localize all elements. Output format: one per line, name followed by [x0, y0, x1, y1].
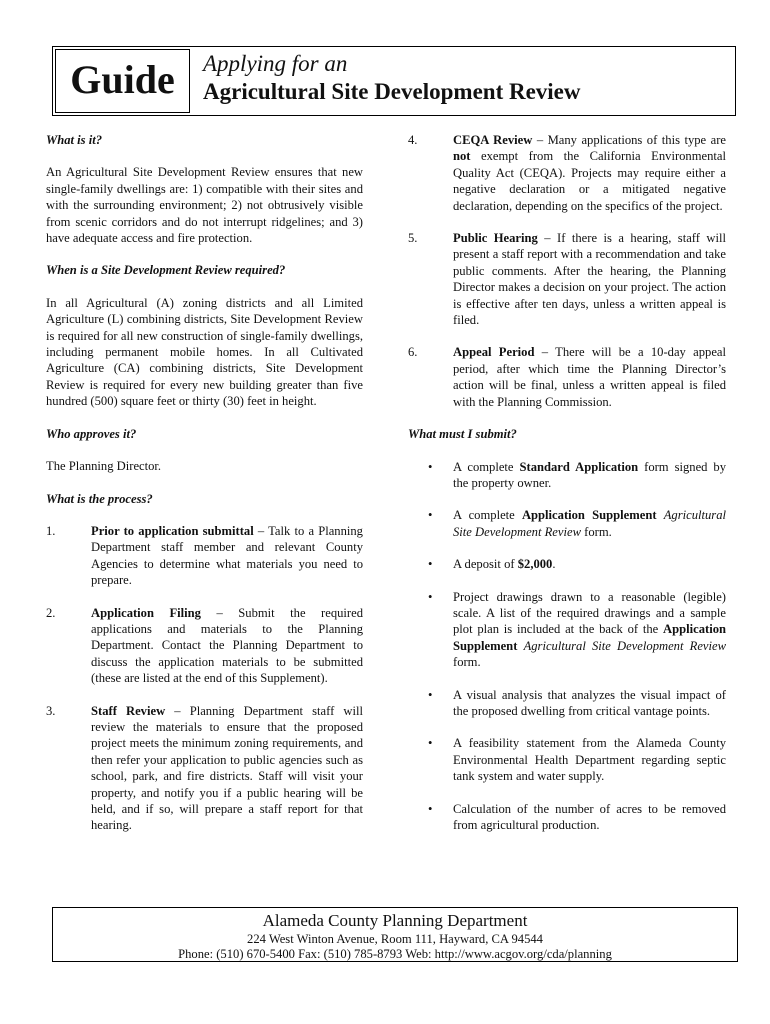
paragraph-what-is-it: An Agricultural Site Development Review ensures that new single-family dwellings are: 1) compatible with their sites and with the surrounding environment; 2) not obtrusively visible from scenic corridors and do not interrupt ridgelines; and 3) have adequate access and fire protection. [46, 165, 363, 246]
submit-item-application-supplement [408, 507, 726, 540]
submit-item-standard-application [408, 459, 726, 492]
item-emphasis: Application Supplement [521, 508, 657, 523]
paragraph-when-required: In all Agricultural (A) zoning districts and all Limited Agriculture (L) combining districts, Site Development Review is required for all new construction of single-family dwellings, including permanent mobile homes. In all Cultivated Agriculture (CA) combining districts, Site Development Review is required for every new building greater than five hundred (500) square feet or thirty (30) feet in height. [46, 295, 363, 409]
step-number: 2. [46, 605, 56, 620]
submit-item-project-drawings [408, 589, 726, 671]
bullet-icon: • [428, 801, 433, 816]
item-italic: Agricultural Site Development Review [523, 638, 726, 653]
step-4 [408, 132, 726, 214]
item-emphasis: $2,000 [517, 557, 553, 572]
item-emphasis: Application Supplement [453, 622, 726, 653]
step-number: 5. [408, 231, 418, 246]
question-what-is-it: What is it? [46, 133, 102, 147]
step-1 [46, 523, 363, 589]
item-text: . [552, 557, 556, 572]
bullet-icon: • [428, 459, 433, 474]
step-3 [46, 703, 363, 834]
step-title: Prior to application submittal [91, 523, 254, 538]
step-text: – Planning Department staff will review the materials to ensure that the proposed project meets the minimum zoning requirements, and then refer your application to public agencies such as school, park, and fire districts. Staff will visit your property, and notify you if a public hearing will be held, and if so, will prepare a staff report for that hearing. [91, 703, 363, 833]
step-text: – Submit the required applications and materials to the Planning Department. Contact the Planning Department to discuss the application materials to be submitted (these are listed at the end of this Supplement). [91, 605, 364, 686]
question-who-approves: Who approves it? [46, 426, 137, 441]
item-text: A deposit of [453, 557, 518, 572]
footer-contact: Phone: (510) 670-5400 Fax: (510) 785-8793 Web: http://www.acgov.org/cda/planning [178, 947, 612, 961]
step-6 [408, 344, 726, 410]
step-text: – Talk to a Planning Department staff member and relevant County Agencies to determine what materials you need to prepare. [91, 523, 363, 588]
title-line-1: Applying for an [203, 51, 348, 76]
item-text: Project drawings drawn to a reasonable (legible) scale. A list of the required drawings and a sample plot plan is included at the back of the [453, 589, 726, 637]
bullet-icon: • [428, 589, 433, 604]
step-text: – If there is a hearing, staff will present a staff report with a recommendation and take public comments. After the hearing, the Planning Director makes a decision on your project. The action is effective after ten days, unless a written appeal is filed. [453, 231, 726, 328]
step-5 [408, 230, 726, 328]
item-italic: Agricultural Site Development Review [453, 508, 726, 539]
right-column [408, 132, 726, 849]
step-text: exempt from the California Environmental Quality Act (CEQA). Projects may require either a negative declaration or a mitigated negative declaration, depending on the specifics of the project. [453, 149, 726, 213]
step-title: CEQA Review [453, 133, 533, 147]
footer-title: Alameda County Planning Department [262, 911, 528, 930]
step-text: – Many applications of this type are [532, 133, 726, 147]
step-title: Appeal Period [453, 345, 535, 360]
paragraph-who-approves: The Planning Director. [46, 459, 162, 474]
question-what-to-submit: What must I submit? [408, 427, 517, 442]
question-process: What is the process? [46, 491, 153, 506]
item-text: A feasibility statement from the Alameda County Environmental Health Department regarding septic tank system and water supply. [453, 736, 726, 784]
page-title: Agricultural Site Development Review [203, 79, 581, 104]
item-text: form. [453, 655, 481, 670]
left-column [46, 132, 363, 850]
step-title: Staff Review [91, 703, 166, 718]
bullet-icon: • [428, 557, 433, 572]
submit-item-feasibility-statement [408, 735, 726, 784]
step-text: – There will be a 10-day appeal period, after which time the Planning Director’s action will be final, unless a written appeal is filed with the Planning Commission. [453, 345, 727, 409]
item-text: form. [580, 524, 612, 539]
step-title: Application Filing [91, 605, 201, 620]
step-number: 3. [46, 703, 56, 718]
item-text: A visual analysis that analyzes the visual impact of the proposed dwelling from critical vantage points. [453, 687, 726, 718]
item-text: Calculation of the number of acres to be removed from agricultural production. [453, 801, 726, 832]
submit-item-acreage-calculation [408, 801, 726, 834]
guide-label: Guide [55, 49, 190, 113]
bullet-icon: • [428, 687, 433, 702]
bullet-icon: • [428, 508, 433, 523]
bullet-icon: • [428, 736, 433, 751]
question-when-required: When is a Site Development Review required? [46, 263, 286, 278]
item-text: A complete [453, 508, 522, 523]
emphasis-not: not [453, 149, 471, 164]
item-text: form signed by the property owner. [453, 459, 727, 490]
step-number: 1. [46, 523, 56, 538]
footer-address: 224 West Winton Avenue, Room 111, Hayward, CA 94544 [247, 932, 543, 946]
item-emphasis: Standard Application [519, 459, 639, 474]
step-2 [46, 605, 363, 687]
step-number: 6. [408, 345, 418, 360]
step-title: Public Hearing [453, 231, 538, 246]
item-text: A complete [453, 459, 520, 474]
header-box [52, 46, 736, 116]
submit-item-visual-analysis [408, 687, 726, 720]
submit-item-deposit [408, 556, 726, 572]
footer-contact-box [52, 907, 738, 962]
step-number: 4. [408, 133, 418, 147]
